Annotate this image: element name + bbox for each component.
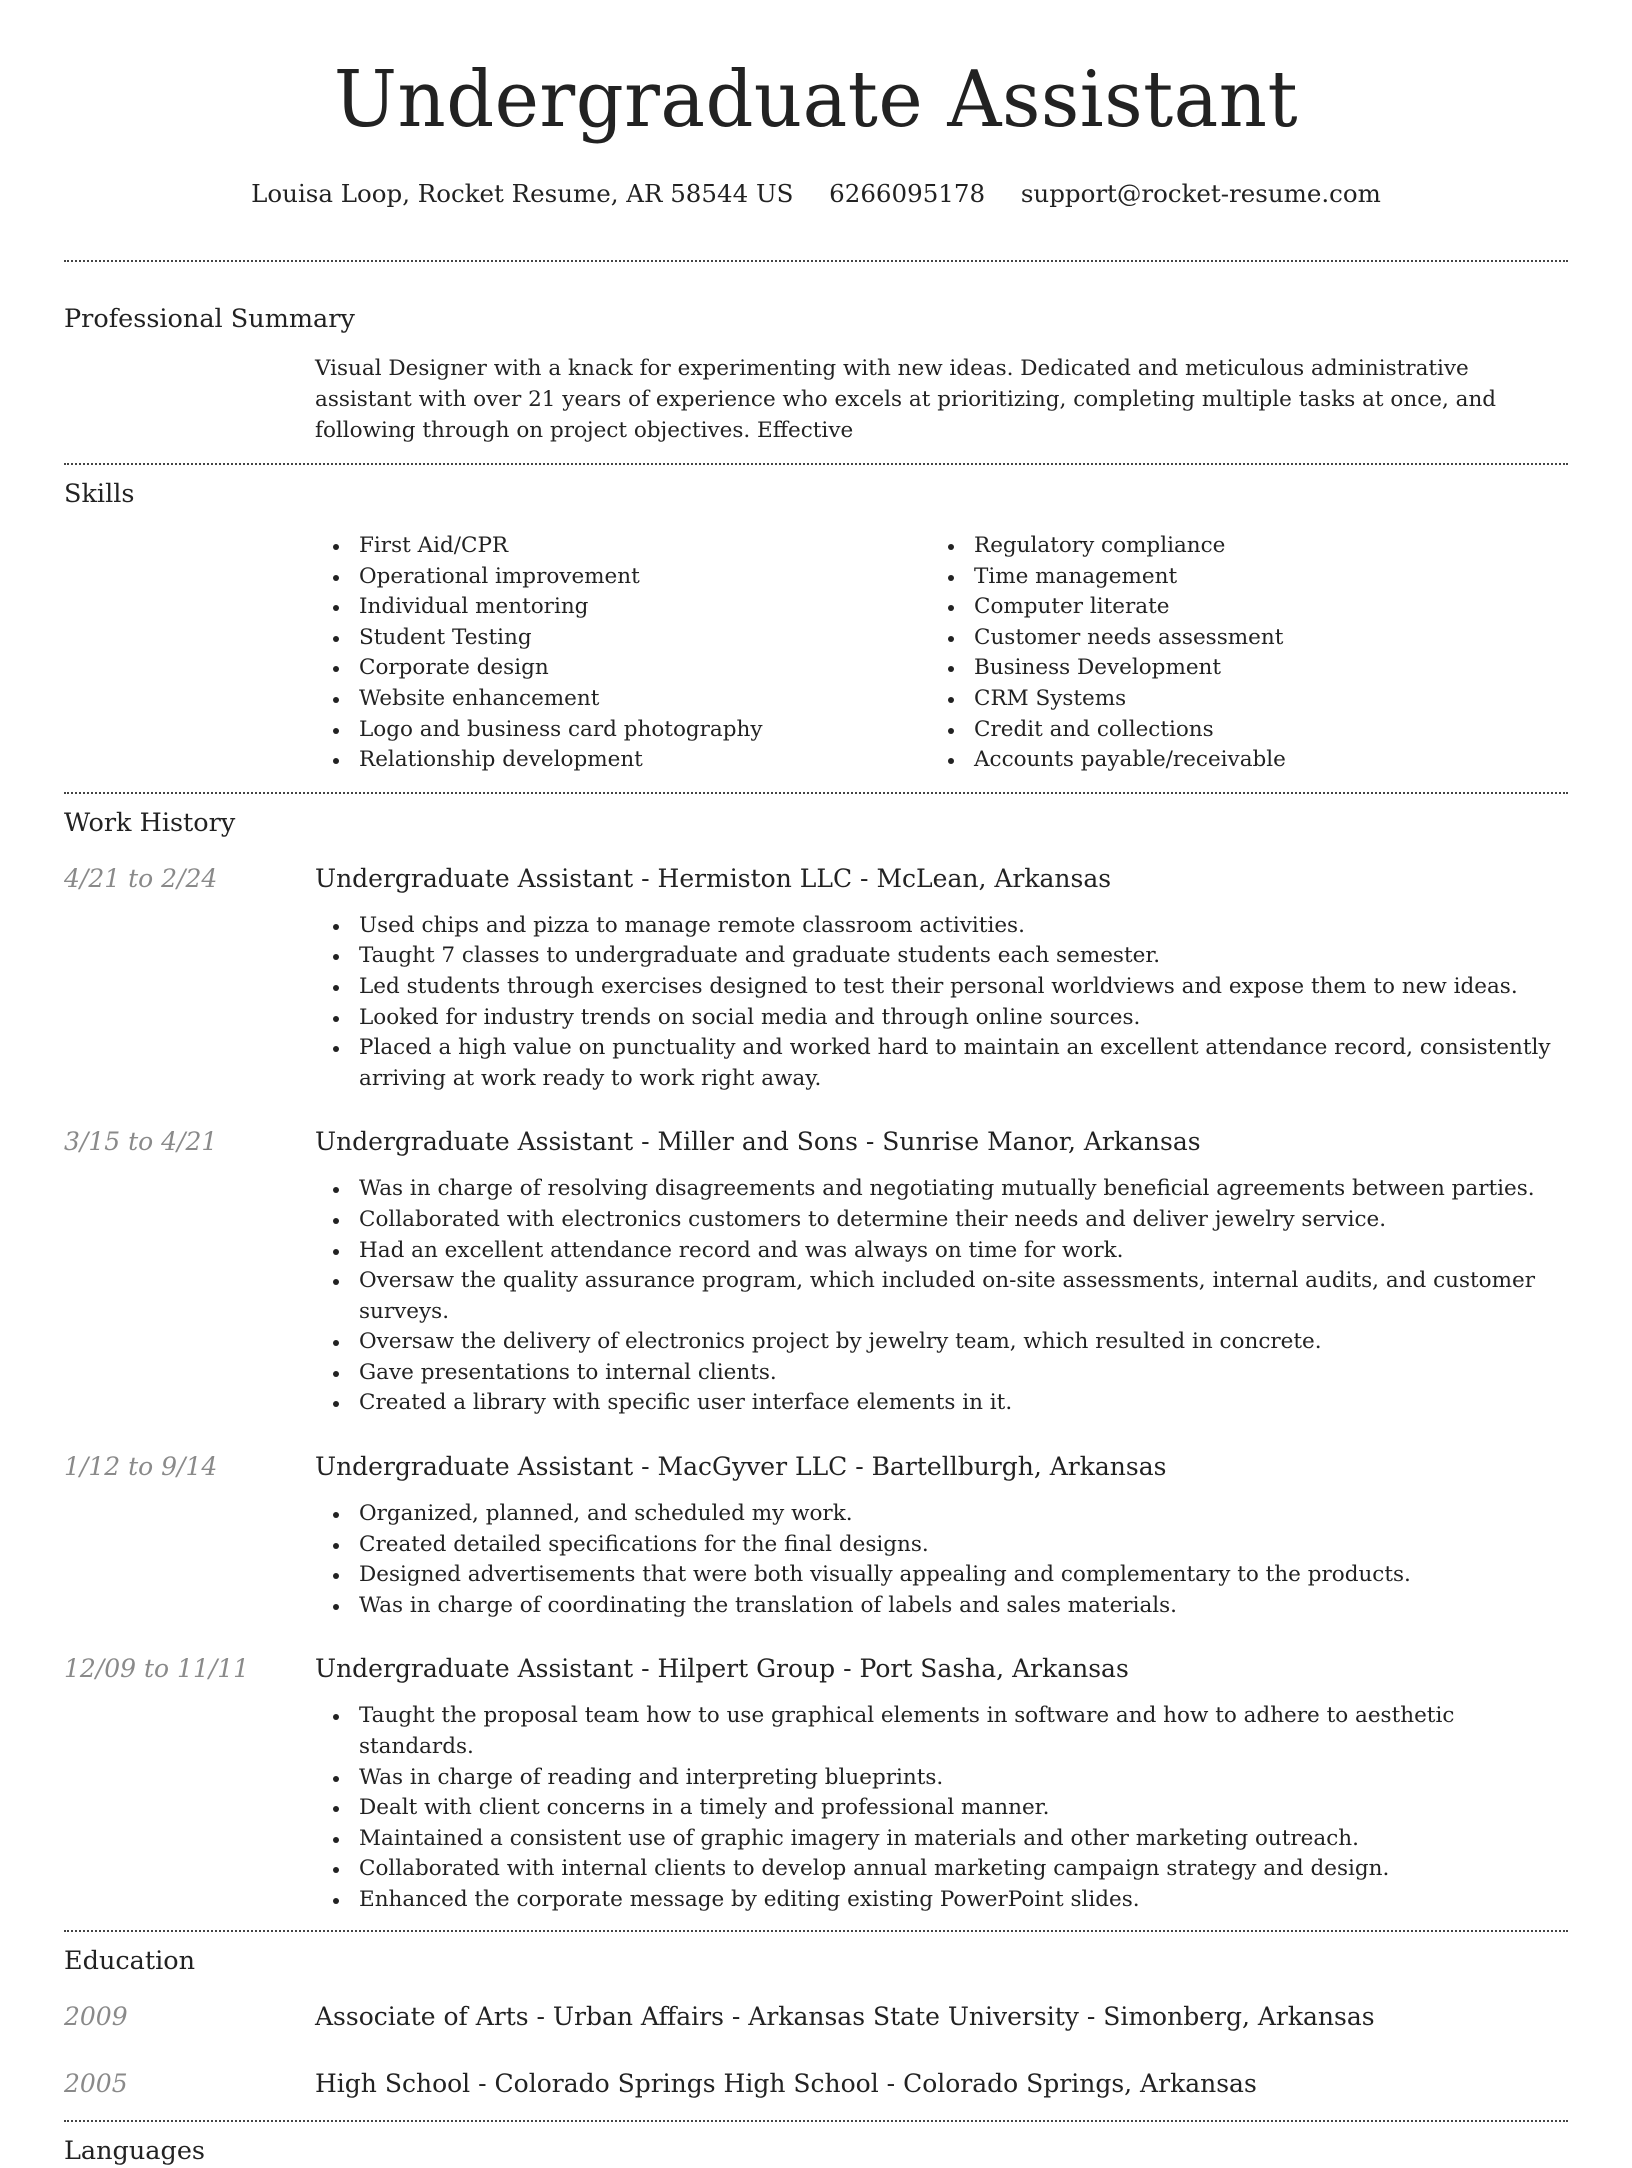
- skills-section: [64, 477, 1568, 776]
- education-year: 2005: [64, 2068, 128, 2098]
- job-bullet: Collaborated with internal clients to develop annual marketing campaign strategy and design.: [315, 1854, 1568, 1885]
- job-bullet: Collaborated with electronics customers to determine their needs and deliver jewelry service.: [315, 1205, 1568, 1236]
- education-entry: [64, 2067, 1568, 2101]
- job-bullet: Used chips and pizza to manage remote classroom activities.: [315, 911, 1568, 942]
- job-bullets: [315, 1174, 1568, 1419]
- skill-item: Relationship development: [315, 745, 930, 776]
- contact-phone: 6266095178: [829, 179, 986, 208]
- skill-item: Credit and collections: [930, 715, 1545, 746]
- job-dates: 1/12 to 9/14: [64, 1452, 218, 1482]
- education-year: 2009: [64, 2001, 128, 2031]
- job-bullet: Enhanced the corporate message by editing existing PowerPoint slides.: [315, 1885, 1568, 1916]
- skill-item: Customer needs assessment: [930, 623, 1545, 654]
- job-bullet: Oversaw the quality assurance program, which included on-site assessments, internal audits, and customer surveys.: [315, 1266, 1568, 1327]
- job-bullet: Maintained a consistent use of graphic imagery in materials and other marketing outreach.: [315, 1824, 1568, 1855]
- job-dates: 4/21 to 2/24: [64, 863, 218, 893]
- contact-email: support@rocket-resume.com: [1020, 179, 1381, 208]
- divider: [64, 2120, 1568, 2122]
- divider: [64, 792, 1568, 794]
- skill-item: CRM Systems: [930, 684, 1545, 715]
- skill-item: Operational improvement: [315, 562, 930, 593]
- job-bullets: [315, 1499, 1568, 1621]
- skill-item: Corporate design: [315, 653, 930, 684]
- resume-name: Undergraduate Assistant: [333, 55, 1299, 145]
- job-bullet: Created a library with specific user interface elements in it.: [315, 1388, 1568, 1419]
- summary-section: [64, 302, 1568, 446]
- job-title: Undergraduate Assistant - Hermiston LLC - McLean, Arkansas: [315, 863, 1112, 893]
- job-title: Undergraduate Assistant - Hilpert Group - Port Sasha, Arkansas: [315, 1654, 1129, 1684]
- section-title-work: Work History: [64, 807, 236, 838]
- divider: [64, 1930, 1568, 1932]
- job-entry: [64, 1450, 1568, 1621]
- job-title: Undergraduate Assistant - MacGyver LLC - Bartellburgh, Arkansas: [315, 1452, 1167, 1482]
- skill-item: Regulatory compliance: [930, 531, 1545, 562]
- education-text: Associate of Arts - Urban Affairs - Arkansas State University - Simonberg, Arkansas: [315, 2001, 1375, 2031]
- education-section: [64, 1944, 1568, 2101]
- skill-item: Logo and business card photography: [315, 715, 930, 746]
- skill-item: Accounts payable/receivable: [930, 745, 1545, 776]
- contact-address: Louisa Loop, Rocket Resume, AR 58544 US: [251, 179, 794, 208]
- job-bullet: Was in charge of reading and interpreting blueprints.: [315, 1763, 1568, 1794]
- section-title-languages: Languages: [64, 2135, 206, 2166]
- summary-text: Visual Designer with a knack for experimenting with new ideas. Dedicated and meticulous administrative assistant with over 21 years of experience who excels at prioritizing, completing multiple tasks at once, and following through on project objectives. Effective: [315, 356, 1497, 443]
- job-bullet: Placed a high value on punctuality and worked hard to maintain an excellent attendance record, consistently arriving at work ready to work right away.: [315, 1033, 1568, 1094]
- job-bullets: [315, 911, 1568, 1095]
- work-section: [64, 806, 1568, 1916]
- job-entry: [64, 862, 1568, 1095]
- skill-item: Computer literate: [930, 592, 1545, 623]
- job-bullet: Led students through exercises designed to test their personal worldviews and expose them to new ideas.: [315, 972, 1568, 1003]
- job-dates: 12/09 to 11/11: [64, 1654, 250, 1684]
- skills-list-right: [930, 531, 1545, 776]
- job-entry: [64, 1652, 1568, 1915]
- job-bullet: Taught 7 classes to undergraduate and graduate students each semester.: [315, 941, 1568, 972]
- job-bullet: Designed advertisements that were both visually appealing and complementary to the products.: [315, 1560, 1568, 1591]
- section-title-skills: Skills: [64, 479, 135, 509]
- languages-section: [64, 2134, 1568, 2168]
- skill-item: First Aid/CPR: [315, 531, 930, 562]
- skill-item: Time management: [930, 562, 1545, 593]
- job-entry: [64, 1125, 1568, 1419]
- skill-item: Website enhancement: [315, 684, 930, 715]
- divider: [64, 260, 1568, 262]
- job-bullet: Dealt with client concerns in a timely and professional manner.: [315, 1793, 1568, 1824]
- job-bullet: Gave presentations to internal clients.: [315, 1358, 1568, 1389]
- job-bullet: Taught the proposal team how to use graphical elements in software and how to adhere to aesthetic standards.: [315, 1701, 1568, 1762]
- job-bullet: Created detailed specifications for the final designs.: [315, 1530, 1568, 1561]
- job-bullet: Was in charge of resolving disagreements and negotiating mutually beneficial agreements between parties.: [315, 1174, 1568, 1205]
- job-bullet: Looked for industry trends on social media and through online sources.: [315, 1003, 1568, 1034]
- contact-line: [64, 178, 1568, 210]
- job-bullets: [315, 1701, 1568, 1915]
- job-dates: 3/15 to 4/21: [64, 1127, 218, 1157]
- resume-page: [64, 0, 1568, 2166]
- education-text: High School - Colorado Springs High School - Colorado Springs, Arkansas: [315, 2068, 1257, 2098]
- skills-list-left: [315, 531, 930, 776]
- divider: [64, 463, 1568, 465]
- skill-item: Individual mentoring: [315, 592, 930, 623]
- education-entry: [64, 2000, 1568, 2034]
- section-title-summary: Professional Summary: [64, 304, 355, 334]
- skill-item: Business Development: [930, 653, 1545, 684]
- job-bullet: Had an excellent attendance record and was always on time for work.: [315, 1236, 1568, 1267]
- section-title-education: Education: [64, 1945, 196, 1976]
- skill-item: Student Testing: [315, 623, 930, 654]
- job-title: Undergraduate Assistant - Miller and Sons - Sunrise Manor, Arkansas: [315, 1127, 1201, 1157]
- job-bullet: Was in charge of coordinating the translation of labels and sales materials.: [315, 1591, 1568, 1622]
- job-bullet: Organized, planned, and scheduled my work.: [315, 1499, 1568, 1530]
- job-bullet: Oversaw the delivery of electronics project by jewelry team, which resulted in concrete.: [315, 1327, 1568, 1358]
